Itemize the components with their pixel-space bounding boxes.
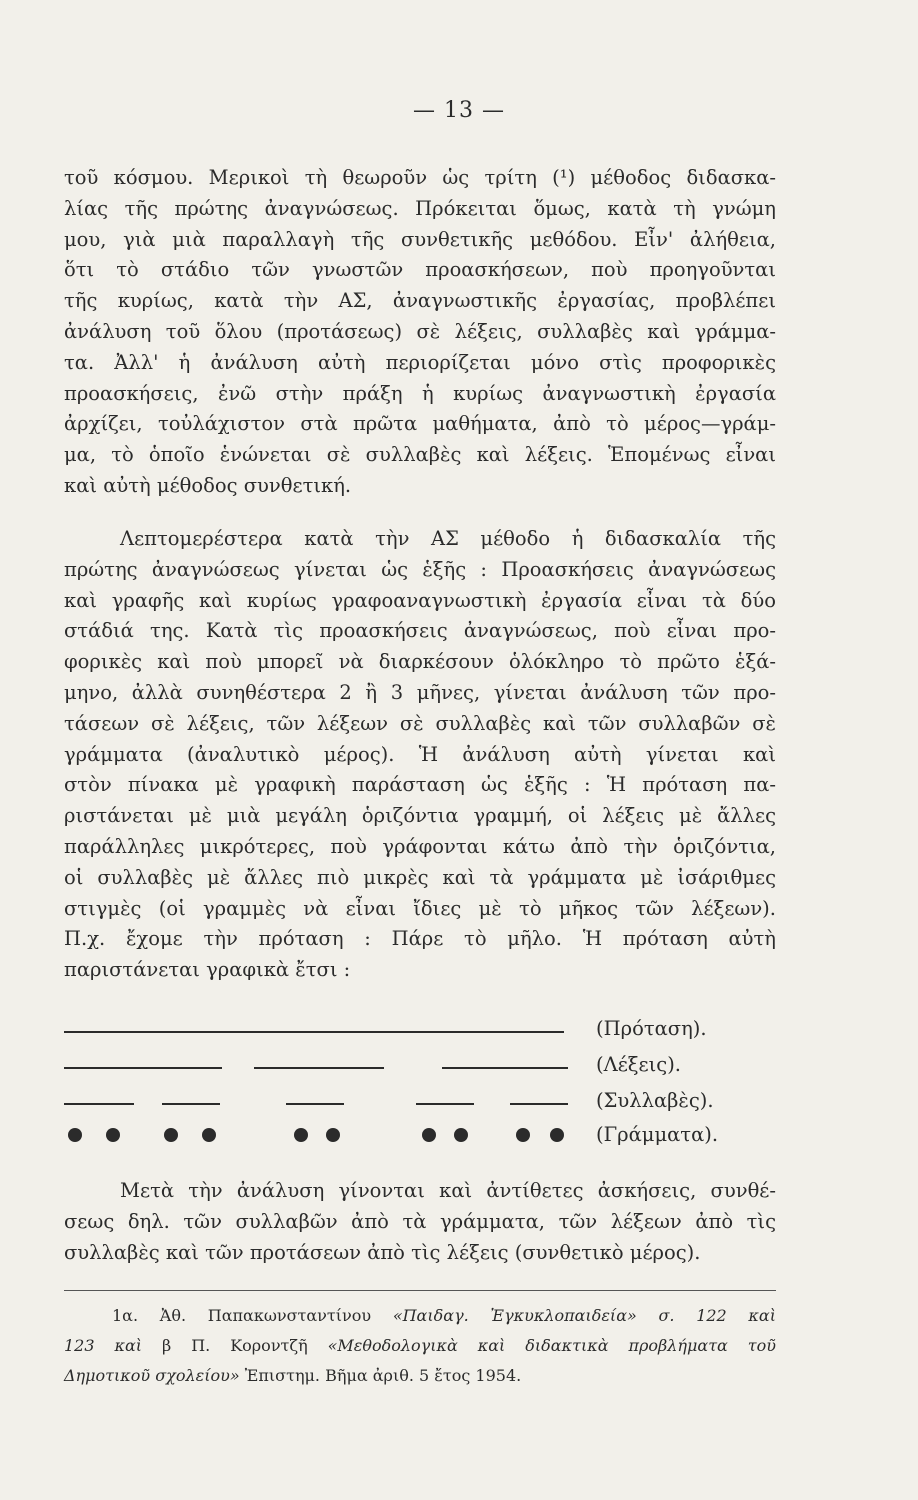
footnote	[64, 1301, 776, 1391]
text-line: παράλληλες μικρότερες, ποὺ γράφονται κάτω ἀπὸ τὴν ὁριζόντια,	[64, 834, 776, 858]
text-line: λίας τῆς πρώτης ἀναγνώσεως. Πρόκειται ὅμως, κατὰ τὴ γνώμη	[64, 196, 776, 220]
letter-dot	[164, 1128, 178, 1142]
footnote-source: Ἐπιστημ. Βῆμα ἀριθ. 5 ἔτος 1954.	[244, 1366, 522, 1385]
letter-dot	[454, 1128, 468, 1142]
sentence-label: (Πρόταση).	[596, 1017, 707, 1040]
sentence-analysis-diagram	[64, 1015, 776, 1151]
footnote-line	[64, 1301, 776, 1331]
text-line: Λεπτομερέστερα κατὰ τὴν ΑΣ μέθοδο ἡ διδασκαλία τῆς	[120, 527, 776, 550]
text-line: μα, τὸ ὁποῖο ἑνώνεται σὲ συλλαβὲς καὶ λέξεις. Ἑπομένως εἶναι	[64, 443, 776, 467]
letters-label: (Γράμματα).	[596, 1123, 719, 1146]
syllable-line	[286, 1103, 344, 1105]
footnote-title-2: «Μεθοδολογικὰ καὶ διδακτικὰ προβλήματα τοῦ	[327, 1336, 777, 1355]
syllable-line	[510, 1103, 568, 1105]
letter-dot	[294, 1128, 308, 1142]
text-line: τοῦ κόσμου. Μερικοὶ τὴ θεωροῦν ὡς τρίτη (¹) μέθοδος διδασκα-	[64, 166, 776, 189]
footnote-title-1: «Παιδαγ. Ἐγκυκλοπαιδεία» σ. 122 καὶ	[392, 1306, 776, 1325]
syllable-line	[64, 1103, 134, 1105]
text-line: σεως δηλ. τῶν συλλαβῶν ἀπὸ τὰ γράμματα, τῶν λέξεων ἀπὸ τὶς	[64, 1209, 776, 1233]
page-number: — 13 —	[413, 98, 505, 123]
text-line: τάσεων σὲ λέξεις, τῶν λέξεων σὲ συλλαβὲς καὶ τῶν συλλαβῶν σὲ	[64, 711, 776, 735]
text-line: καὶ αὐτὴ μέθοδος συνθετική.	[64, 473, 352, 497]
letter-dot	[422, 1128, 436, 1142]
text-line: στάδιά της. Κατὰ τὶς προασκήσεις ἀναγνώσεως, ποὺ εἶναι προ-	[64, 619, 776, 643]
footnote-author-2: β Π. Κοροντζῆ	[162, 1336, 308, 1355]
text-line: πρώτης ἀναγνώσεως γίνεται ὡς ἑξῆς : Προασκήσεις ἀναγνώσεως	[64, 557, 776, 581]
text-line: τα. Ἀλλ' ἡ ἀνάλυση αὐτὴ περιορίζεται μόνο στὶς προφορικὲς	[64, 350, 776, 374]
text-line: προασκήσεις, ἐνῶ στὴν πράξη ἡ κυρίως ἀναγνωστικὴ ἐργασία	[64, 381, 776, 405]
text-line: ἀρχίζει, τοὐλάχιστον στὰ πρῶτα μαθήματα, ἀπὸ τὸ μέρος—γράμ-	[64, 412, 776, 436]
syllable-line	[416, 1103, 474, 1105]
text-line: μου, γιὰ μιὰ παραλλαγὴ τῆς συνθετικῆς μεθόδου. Εἶν' ἀλήθεια,	[64, 227, 776, 251]
text-line: καὶ γραφῆς καὶ κυρίως γραφοαναγνωστικὴ ἐργασία εἶναι τὰ δύο	[64, 588, 776, 612]
footnote-line	[64, 1361, 776, 1391]
text-line: ριστάνεται μὲ μιὰ μεγάλη ὁριζόντια γραμμή, οἱ λέξεις μὲ ἄλλες	[64, 804, 776, 828]
text-line: μηνο, ἀλλὰ συνηθέστερα 2 ἢ 3 μῆνες, γίνεται ἀνάλυση τῶν προ-	[64, 680, 776, 704]
footnote-pages: 123 καὶ	[64, 1336, 143, 1355]
letter-dot	[68, 1128, 82, 1142]
letter-dot	[106, 1128, 120, 1142]
text-line: τῆς κυρίως, κατὰ τὴν ΑΣ, ἀναγνωστικῆς ἐργασίας, προβλέπει	[64, 289, 776, 313]
sentence-line	[64, 1031, 564, 1033]
letter-dot	[202, 1128, 216, 1142]
text-line: στιγμὲς (οἱ γραμμὲς νὰ εἶναι ἴδιες μὲ τὸ μῆκος τῶν λέξεων).	[64, 896, 776, 920]
text-line: παριστάνεται γραφικὰ ἔτσι :	[64, 958, 351, 982]
syllables-label: (Συλλαβὲς).	[596, 1089, 714, 1112]
text-line: ὅτι τὸ στάδιο τῶν γνωστῶν προασκήσεων, ποὺ προηγοῦνται	[64, 258, 776, 282]
text-line: φορικὲς καὶ ποὺ μπορεῖ νὰ διαρκέσουν ὁλόκληρο τὸ πρῶτο ἑξά-	[64, 650, 776, 674]
footnote-title-2-cont: Δημοτικοῦ σχολείου»	[64, 1366, 240, 1385]
text-line: γράμματα (ἀναλυτικὸ μέρος). Ἡ ἀνάλυση αὐτὴ γίνεται καὶ	[64, 742, 776, 766]
letter-dot	[550, 1128, 564, 1142]
paragraph-1	[64, 163, 776, 502]
text-line: ἀνάλυση τοῦ ὅλου (προτάσεως) σὲ λέξεις, συλλαβὲς καὶ γράμμα-	[64, 319, 776, 343]
text-line: οἱ συλλαβὲς μὲ ἄλλες πιὸ μικρὲς καὶ τὰ γράμματα μὲ ἰσάριθμες	[64, 865, 776, 889]
text-line: στὸν πίνακα μὲ γραφικὴ παράσταση ὡς ἑξῆς : Ἡ πρόταση πα-	[64, 773, 776, 797]
footnote-divider	[64, 1290, 776, 1291]
syllable-line	[162, 1103, 220, 1105]
text-line: Μετὰ τὴν ἀνάλυση γίνονται καὶ ἀντίθετες ἀσκήσεις, συνθέ-	[120, 1179, 776, 1202]
paragraph-2	[64, 524, 776, 986]
word-line	[442, 1067, 568, 1069]
footnote-line	[64, 1331, 776, 1361]
word-line	[254, 1067, 384, 1069]
word-line	[64, 1067, 222, 1069]
letter-dot	[326, 1128, 340, 1142]
letter-dot	[516, 1128, 530, 1142]
text-line: Π.χ. ἔχομε τὴν πρόταση : Πάρε τὸ μῆλο. Ἡ πρόταση αὐτὴ	[64, 927, 776, 951]
paragraph-3	[64, 1176, 776, 1268]
words-label: (Λέξεις).	[596, 1053, 682, 1076]
footnote-author-1: 1α. Ἀθ. Παπακωνσταντίνου	[112, 1306, 372, 1325]
text-line: συλλαβὲς καὶ τῶν προτάσεων ἀπὸ τὶς λέξεις (συνθετικὸ μέρος).	[64, 1240, 701, 1264]
